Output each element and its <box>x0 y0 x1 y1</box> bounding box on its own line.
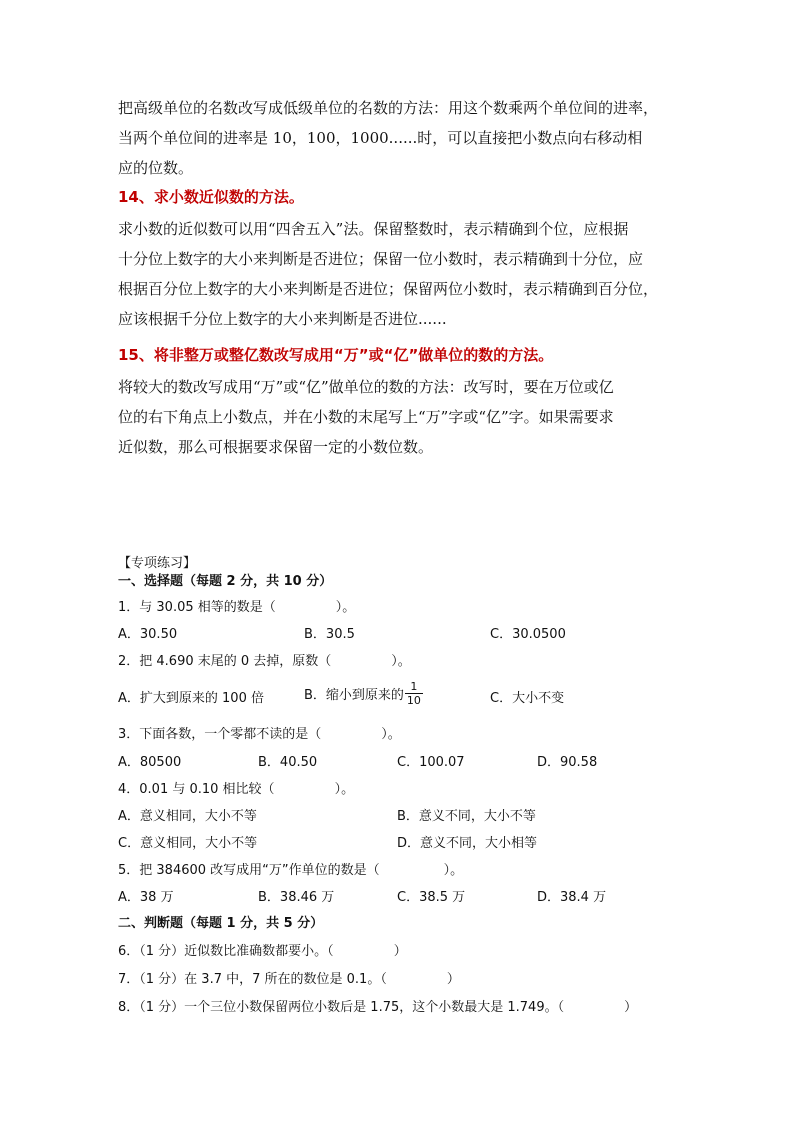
question-2-options <box>118 680 678 712</box>
question-5-end: ）。 <box>443 863 464 878</box>
option-b[interactable]: B．38.46 万 <box>258 890 335 905</box>
section-15-line-1: 将较大的数改写成用“万”或“亿”做单位的数的方法：改写时，要在万位或亿 <box>118 378 614 396</box>
option-c[interactable]: C．大小不变 <box>490 691 565 706</box>
section-14-line-2: 十分位上数字的大小来判断是否进位；保留一位小数时，表示精确到十分位，应 <box>118 250 644 268</box>
question-1-end: ）。 <box>335 600 356 615</box>
fraction <box>405 680 423 707</box>
option-c[interactable]: C．38.5 万 <box>397 890 466 905</box>
option-a[interactable]: A．80500 <box>118 755 182 770</box>
intro-line-1: 把高级单位的名数改写成低级单位的名数的方法：用这个数乘两个单位间的进率， <box>118 99 659 117</box>
choice-section-title: 一、选择题（每题 2 分，共 10 分） <box>118 574 333 589</box>
question-1-options <box>118 623 678 645</box>
question-4-options-row-2 <box>118 832 678 854</box>
section-15-line-2: 位的右下角点上小数点，并在小数的末尾写上“万”字或“亿”字。如果需要求 <box>118 408 614 426</box>
option-a[interactable]: A．扩大到原来的 100 倍 <box>118 691 264 706</box>
question-7 <box>118 968 460 987</box>
fraction-denominator: 10 <box>406 694 421 707</box>
question-4 <box>118 778 354 797</box>
question-3-options <box>118 751 678 773</box>
question-3-end: ）。 <box>381 727 401 742</box>
question-5 <box>118 859 463 878</box>
option-d[interactable]: D．90.58 <box>537 755 598 770</box>
section-14-heading: 14、求小数近似数的方法。 <box>118 188 304 206</box>
section-14-line-1: 求小数的近似数可以用“四舍五入”法。保留整数时，表示精确到个位，应根据 <box>118 220 629 238</box>
intro-paragraph <box>118 93 698 183</box>
intro-line-3: 应的位数。 <box>118 159 194 177</box>
question-1-stem: 1．与 30.05 相等的数是（ <box>118 600 276 615</box>
question-4-end: ）。 <box>334 782 355 797</box>
option-d[interactable]: D．意义不同，大小相等 <box>397 836 538 851</box>
fraction-numerator: 1 <box>405 680 423 694</box>
question-6 <box>118 940 407 959</box>
question-7-end: ） <box>446 972 460 987</box>
question-8-end: ） <box>624 1000 638 1015</box>
option-c[interactable]: C．100.07 <box>397 755 465 770</box>
section-14-line-3: 根据百分位上数字的大小来判断是否进位；保留两位小数时，表示精确到百分位， <box>118 280 659 298</box>
question-8-stem: 8．（1 分）一个三位小数保留两位小数后是 1.75，这个小数最大是 1.749。（ <box>118 1000 565 1015</box>
option-a[interactable]: A．38 万 <box>118 890 174 905</box>
section-14-line-4: 应该根据千分位上数字的大小来判断是否进位...... <box>118 310 447 328</box>
question-4-options-row-1 <box>118 805 678 827</box>
exercise-label: 【专项练习】 <box>118 556 197 571</box>
option-d[interactable]: D．38.4 万 <box>537 890 607 905</box>
question-8 <box>118 996 637 1015</box>
section-14-paragraph <box>118 214 698 334</box>
option-a[interactable]: A．意义相同，大小不等 <box>118 809 257 824</box>
question-7-stem: 7．（1 分）在 3.7 中，7 所在的数位是 0.1。（ <box>118 972 387 987</box>
question-5-options <box>118 886 678 908</box>
question-3 <box>118 723 401 742</box>
section-15-heading: 15、将非整万或整亿数改写成用“万”或“亿”做单位的数的方法。 <box>118 346 554 364</box>
question-1 <box>118 596 355 615</box>
question-2 <box>118 650 411 669</box>
question-3-stem: 3．下面各数，一个零都不读的是（ <box>118 727 322 742</box>
judge-section-title: 二、判断题（每题 1 分，共 5 分） <box>118 916 324 931</box>
option-b[interactable]: B．意义不同，大小不等 <box>397 809 536 824</box>
question-2-stem: 2．把 4.690 末尾的 0 去掉，原数（ <box>118 654 332 669</box>
option-b[interactable]: B．40.50 <box>258 755 318 770</box>
option-c[interactable]: C．30.0500 <box>490 627 566 642</box>
question-5-stem: 5．把 384600 改写成用“万”作单位的数是（ <box>118 863 380 878</box>
option-b[interactable] <box>304 680 423 707</box>
question-6-end: ） <box>393 944 407 959</box>
option-b[interactable]: B．30.5 <box>304 627 355 642</box>
section-15-paragraph <box>118 372 698 462</box>
question-4-stem: 4．0.01 与 0.10 相比较（ <box>118 782 275 797</box>
intro-line-2: 当两个单位间的进率是 10，100，1000......时，可以直接把小数点向右移动相 <box>118 129 643 147</box>
option-b-text: B．缩小到原来的 <box>304 688 404 703</box>
section-15-line-3: 近似数，那么可根据要求保留一定的小数位数。 <box>118 438 434 456</box>
option-a[interactable]: A．30.50 <box>118 627 178 642</box>
option-c[interactable]: C．意义相同，大小不等 <box>118 836 258 851</box>
question-6-stem: 6．（1 分）近似数比准确数都要小。（ <box>118 944 334 959</box>
question-2-end: ）。 <box>391 654 411 669</box>
